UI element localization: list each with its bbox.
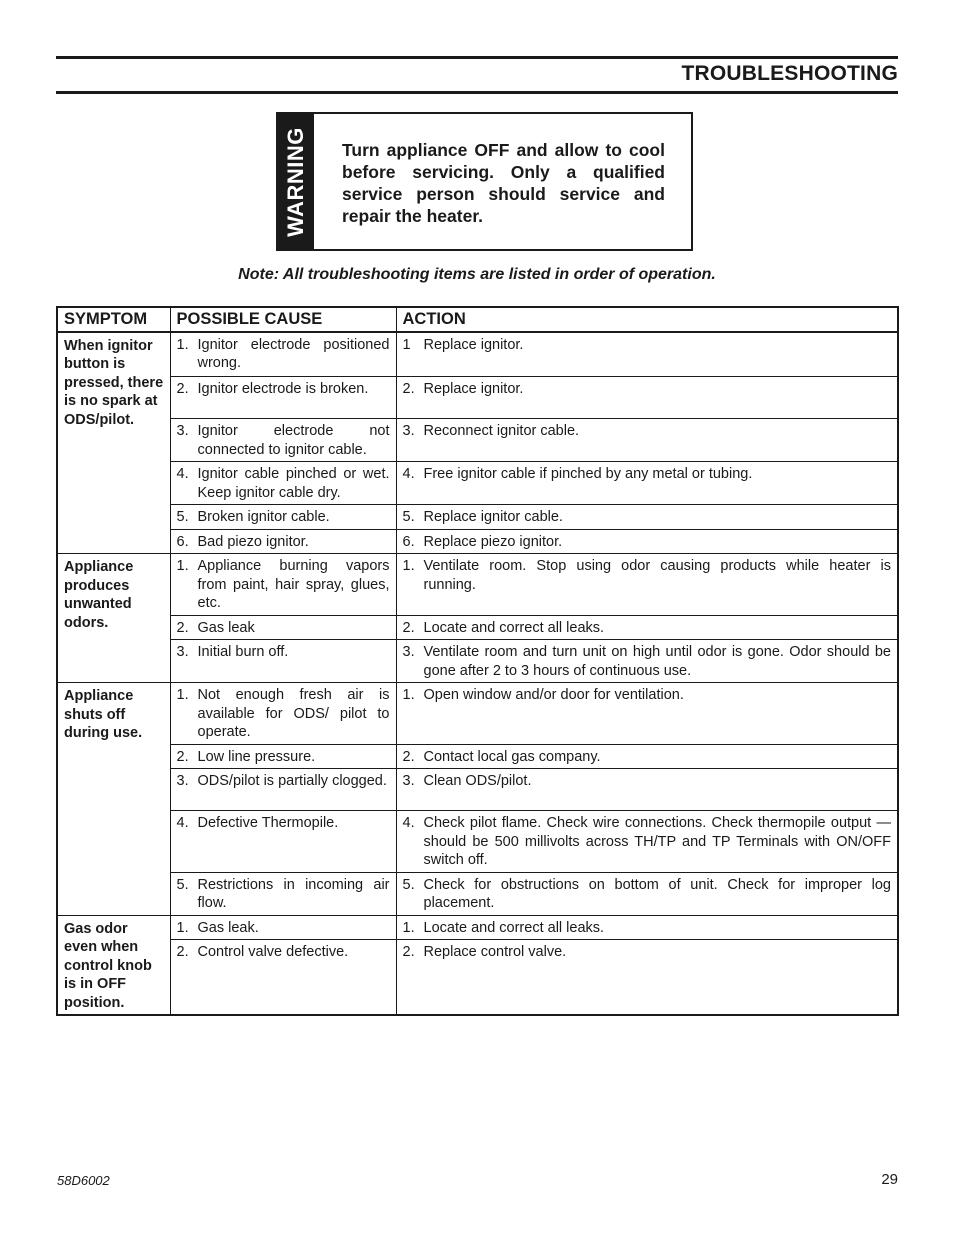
symptom-cell: Gas odor even when control knob is in OFF position.: [57, 915, 170, 1015]
action-text: Check for obstructions on bottom of unit. Check for improper log placement.: [423, 876, 891, 911]
cause-number: 5.: [176, 876, 189, 893]
cause-number: 1.: [176, 558, 189, 574]
header-symptom: SYMPTOM: [57, 307, 170, 332]
cause-cell: [170, 872, 396, 915]
table-body: [57, 332, 898, 1016]
cause-number: 2.: [176, 748, 189, 765]
cause-text: Ignitor cable pinched or wet. Keep ignitor cable dry.: [197, 466, 390, 501]
cause-number: 2.: [176, 619, 189, 636]
action-cell: [396, 872, 898, 915]
table-row: [57, 744, 898, 769]
order-note: Note: All troubleshooting items are listed in order of operation.: [238, 266, 716, 283]
table-row: [57, 940, 898, 1015]
action-cell: [396, 554, 898, 616]
table-header-row: [57, 307, 898, 332]
action-text: Ventilate room and turn unit on high until odor is gone. Odor should be gone after 2 to 3 hours of continuous use.: [423, 644, 891, 679]
table-row: [57, 615, 898, 640]
action-cell: [396, 332, 898, 377]
warning-text: Turn appliance OFF and allow to cool before servicing. Only a qualified service person should service and repair the heater.: [342, 140, 665, 226]
page-number: 29: [881, 1171, 898, 1188]
action-number: 1.: [402, 687, 415, 703]
symptom-cell: Appliance shuts off during use.: [57, 683, 170, 916]
header-rule-bottom: [56, 91, 898, 94]
cause-text: Initial burn off.: [197, 644, 289, 660]
table-row: [57, 811, 898, 873]
cause-cell: [170, 462, 396, 505]
action-cell: [396, 744, 898, 769]
action-cell: [396, 615, 898, 640]
cause-number: 4.: [176, 466, 189, 482]
action-cell: [396, 640, 898, 683]
action-number: 1.: [402, 919, 415, 936]
cause-text: ODS/pilot is partially clogged.: [197, 773, 387, 789]
cause-number: 2.: [176, 944, 189, 961]
action-text: Replace piezo ignitor.: [423, 533, 563, 550]
warning-label-band: [278, 114, 314, 249]
cause-cell: [170, 377, 396, 419]
table-row: [57, 554, 898, 616]
action-text: Replace ignitor.: [423, 336, 524, 353]
action-cell: [396, 811, 898, 873]
action-number: 2.: [402, 748, 415, 765]
action-cell: [396, 940, 898, 1015]
action-number: 3.: [402, 423, 415, 439]
table-row: [57, 529, 898, 554]
action-cell: [396, 529, 898, 554]
cause-number: 5.: [176, 509, 189, 525]
symptom-cell: Appliance produces unwanted odors.: [57, 554, 170, 683]
cause-cell: [170, 915, 396, 940]
cause-text: Ignitor electrode not connected to ignitor cable.: [197, 423, 390, 458]
cause-text: Low line pressure.: [197, 748, 316, 765]
cause-number: 3.: [176, 773, 189, 789]
cause-text: Ignitor electrode positioned wrong.: [197, 336, 390, 371]
action-text: Clean ODS/pilot.: [423, 773, 532, 789]
cause-number: 2.: [176, 381, 189, 397]
cause-cell: [170, 811, 396, 873]
cause-cell: [170, 554, 396, 616]
cause-number: 1.: [176, 687, 189, 703]
action-cell: [396, 462, 898, 505]
cause-text: Restrictions in incoming air flow.: [197, 876, 390, 911]
section-title: TROUBLESHOOTING: [681, 62, 898, 85]
action-text: Locate and correct all leaks.: [423, 919, 605, 936]
action-text: Replace ignitor.: [423, 381, 524, 397]
action-number: 3.: [402, 644, 415, 660]
table-row: [57, 872, 898, 915]
cause-number: 4.: [176, 815, 189, 831]
action-text: Check pilot flame. Check wire connections. Check thermopile output — should be 500 millivolts across TH/TP and TP Terminals with ON/OFF switch off.: [423, 815, 891, 868]
table-row: [57, 915, 898, 940]
action-number: 5.: [402, 509, 415, 525]
action-number: 2.: [402, 381, 415, 397]
action-number: 4.: [402, 466, 415, 482]
cause-text: Defective Thermopile.: [197, 815, 339, 831]
table-row: [57, 332, 898, 377]
table-row: [57, 419, 898, 462]
cause-text: Not enough fresh air is available for ODS/ pilot to operate.: [197, 687, 390, 740]
cause-number: 1.: [176, 336, 189, 353]
cause-number: 6.: [176, 533, 189, 550]
cause-text: Ignitor electrode is broken.: [197, 381, 369, 397]
table-row: [57, 505, 898, 530]
header-action: ACTION: [396, 307, 898, 332]
cause-cell: [170, 615, 396, 640]
action-cell: [396, 769, 898, 811]
action-text: Ventilate room. Stop using odor causing products while heater is running.: [423, 558, 891, 593]
table-row: [57, 640, 898, 683]
action-text: Free ignitor cable if pinched by any metal or tubing.: [423, 466, 753, 482]
action-cell: [396, 377, 898, 419]
cause-cell: [170, 529, 396, 554]
cause-text: Appliance burning vapors from paint, hair spray, glues, etc.: [197, 558, 390, 611]
cause-cell: [170, 419, 396, 462]
cause-cell: [170, 505, 396, 530]
action-text: Replace ignitor cable.: [423, 509, 563, 525]
action-text: Contact local gas company.: [423, 748, 601, 765]
cause-cell: [170, 332, 396, 377]
cause-cell: [170, 640, 396, 683]
table-row: [57, 377, 898, 419]
action-number: 1: [402, 336, 411, 353]
cause-cell: [170, 940, 396, 1015]
action-text: Replace control valve.: [423, 944, 567, 961]
action-number: 1.: [402, 558, 415, 574]
action-cell: [396, 683, 898, 745]
action-text: Locate and correct all leaks.: [423, 619, 605, 636]
table-row: [57, 683, 898, 745]
warning-label: WARNING: [283, 126, 308, 237]
cause-text: Gas leak: [197, 619, 255, 636]
warning-box: [276, 112, 693, 251]
header-rule-top: [56, 56, 898, 59]
action-text: Reconnect ignitor cable.: [423, 423, 580, 439]
action-cell: [396, 505, 898, 530]
cause-number: 1.: [176, 919, 189, 936]
document-number: 58D6002: [57, 1173, 110, 1188]
action-number: 2.: [402, 619, 415, 636]
troubleshooting-table: [56, 306, 899, 1016]
cause-cell: [170, 744, 396, 769]
cause-text: Broken ignitor cable.: [197, 509, 330, 525]
action-number: 4.: [402, 815, 415, 831]
cause-number: 3.: [176, 644, 189, 660]
action-text: Open window and/or door for ventilation.: [423, 687, 684, 703]
cause-text: Control valve defective.: [197, 944, 349, 961]
cause-cell: [170, 683, 396, 745]
cause-cell: [170, 769, 396, 811]
header-possible-cause: POSSIBLE CAUSE: [170, 307, 396, 332]
action-number: 2.: [402, 944, 415, 961]
symptom-cell: When ignitor button is pressed, there is no spark at ODS/pilot.: [57, 332, 170, 554]
action-number: 3.: [402, 773, 415, 789]
action-number: 5.: [402, 876, 415, 893]
cause-number: 3.: [176, 423, 189, 439]
table-row: [57, 769, 898, 811]
cause-text: Bad piezo ignitor.: [197, 533, 309, 550]
action-cell: [396, 419, 898, 462]
action-cell: [396, 915, 898, 940]
table-row: [57, 462, 898, 505]
action-number: 6.: [402, 533, 415, 550]
cause-text: Gas leak.: [197, 919, 259, 936]
